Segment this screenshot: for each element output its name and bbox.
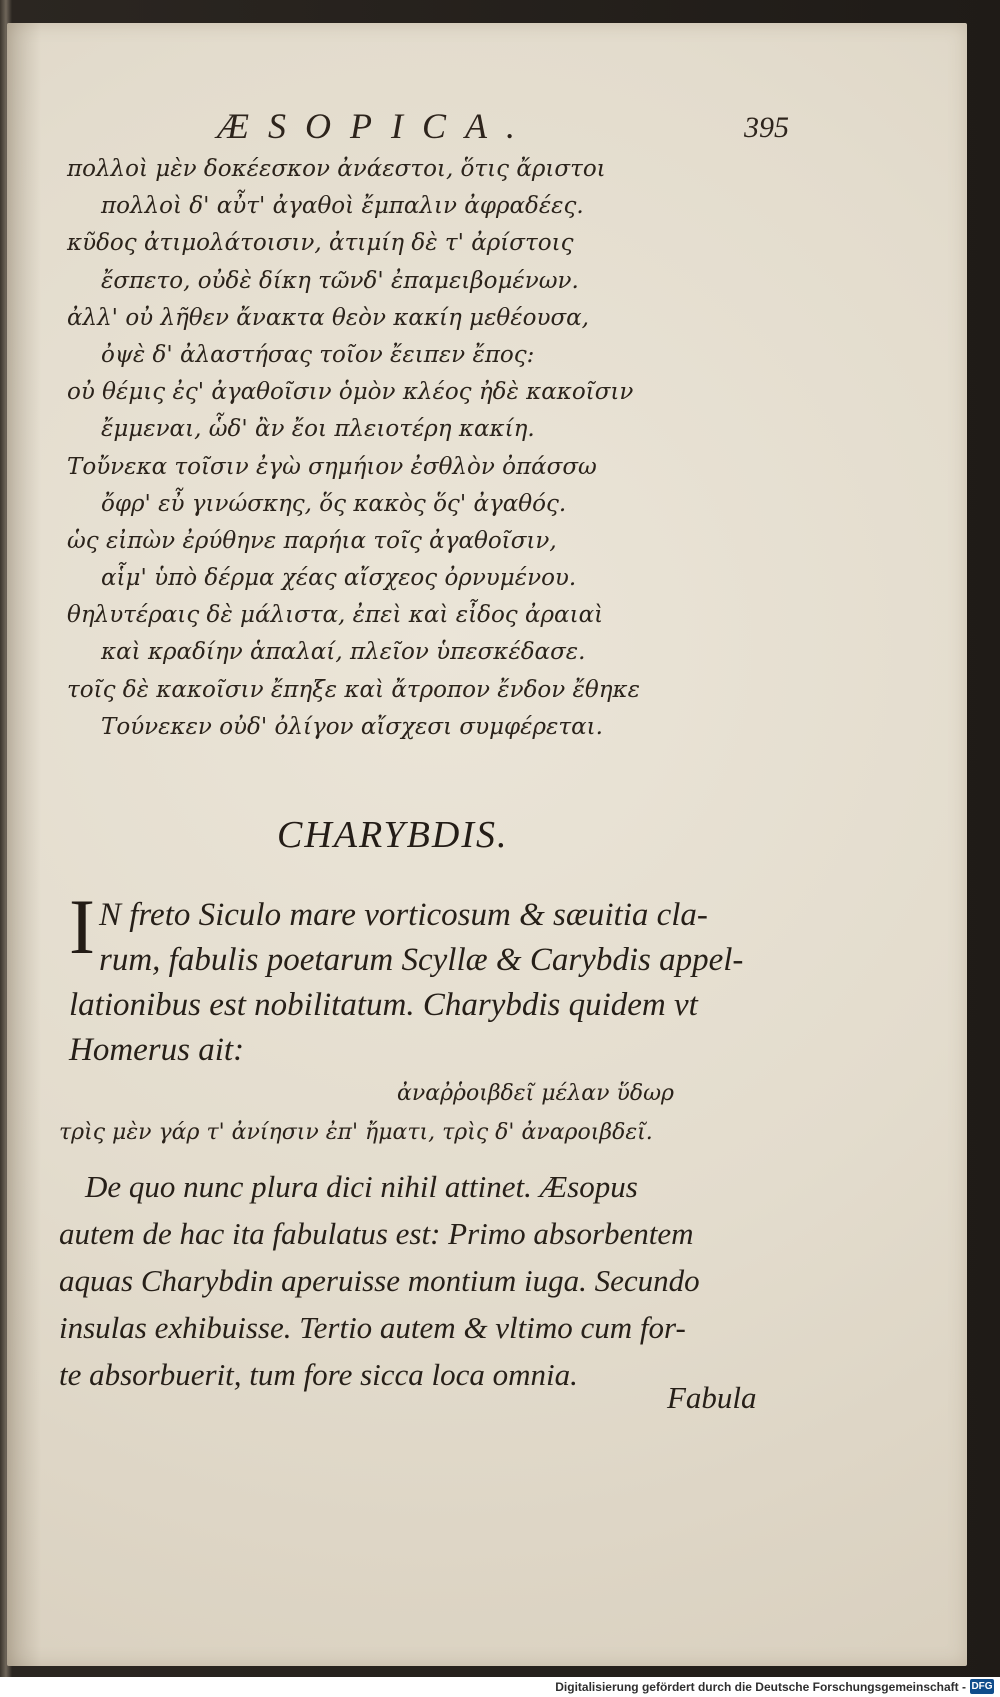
dfg-logo: DFG: [971, 1681, 993, 1692]
greek-line: ἔσπετο, οὐδὲ δίκη τῶνδ' ἐπαμειβομένων.: [101, 267, 579, 294]
section-title: CHARYBDIS.: [277, 814, 509, 856]
greek-line: οὐ θέμις ἐς' ἀγαθοῖσιν ὁμὸν κλέος ἠδὲ κακοῖσιν: [67, 379, 634, 406]
intro-line: N freto Siculo mare vorticosum & sæuitia cla-: [99, 897, 708, 933]
catchword: Fabula: [667, 1380, 757, 1415]
greek-line: ὄφρ' εὖ γινώσκης, ὅς κακὸς ὅς' ἀγαθός.: [101, 490, 567, 517]
greek-poem: [67, 151, 907, 746]
quote-line: ἀναῤῥοιβδεῖ μέλαν ὕδωρ: [397, 1081, 674, 1106]
fable-line: te absorbuerit, tum fore sicca loca omnia.: [59, 1357, 578, 1392]
fable-line: autem de hac ita fabulatus est: Primo absorbentem: [59, 1216, 694, 1251]
fable-line: De quo nunc plura dici nihil attinet. Æsopus: [85, 1169, 638, 1204]
greek-line: ἀλλ' οὐ λῆθεν ἄνακτα θεὸν κακίη μεθέουσα,: [67, 304, 589, 331]
greek-line: πολλοὶ δ' αὖτ' ἀγαθοὶ ἔμπαλιν ἀφραδέες.: [101, 193, 584, 220]
greek-line: θηλυτέραις δὲ μάλιστα, ἐπεὶ καὶ εἶδος ἀραιαὶ: [67, 602, 604, 629]
greek-line: ἔμμεναι, ὧδ' ἂν ἔοι πλειοτέρη κακίη.: [101, 416, 535, 443]
intro-line: lationibus est nobilitatum. Charybdis quidem vt: [69, 987, 698, 1023]
greek-line: πολλοὶ μὲν δοκέεσκον ἀνάεστοι, ὅτις ἄριστοι: [67, 156, 606, 182]
intro-line: Homerus ait:: [69, 1032, 245, 1068]
greek-line: καὶ κραδίην ἁπαλαί, πλεῖον ὑπεσκέδασε.: [101, 639, 586, 666]
fable-line: aquas Charybdin aperuisse montium iuga. Secundo: [59, 1263, 700, 1298]
greek-line: ὀψὲ δ' ἀλαστήσας τοῖον ἔειπεν ἔπος:: [101, 341, 535, 368]
intro-paragraph: [69, 883, 779, 1073]
fable-paragraph: [59, 1163, 789, 1398]
book-page: [7, 23, 967, 1666]
quote-line: τρὶς μὲν γάρ τ' ἀνίησιν ἐπ' ἤματι, τρὶς δ' ἀναροιβδεῖ.: [59, 1120, 653, 1145]
funding-credit: Digitalisierung gefördert durch die Deutsche Forschungsgemeinschaft -: [555, 1680, 966, 1694]
greek-line: αἷμ' ὑπὸ δέρμα χέας αἴσχεος ὀρνυμένου.: [101, 565, 577, 592]
running-head: ÆSOPICA.: [217, 106, 534, 146]
page-number: 395: [744, 111, 789, 144]
greek-line: κῦδος ἀτιμολάτοισιν, ἀτιμίη δὲ τ' ἀρίστοις: [67, 230, 574, 257]
greek-line: ὡς εἰπὼν ἐρύθηνε παρήια τοῖς ἀγαθοῖσιν,: [67, 527, 557, 554]
greek-line: Τούνεκεν οὐδ' ὀλίγον αἴσχεσι συμφέρεται.: [101, 713, 603, 740]
greek-line: τοῖς δὲ κακοῖσιν ἔπηξε καὶ ἄτροπον ἔνδον ἔθηκε: [67, 676, 640, 703]
greek-line: Τοὔνεκα τοῖσιν ἐγὼ σημήιον ἐσθλὸν ὀπάσσω: [67, 453, 597, 480]
intro-line: rum, fabulis poetarum Scyllæ & Carybdis appel-: [99, 942, 744, 978]
fable-line: insulas exhibuisse. Tertio autem & vltimo cum for-: [59, 1310, 686, 1345]
drop-cap: I: [69, 883, 95, 970]
